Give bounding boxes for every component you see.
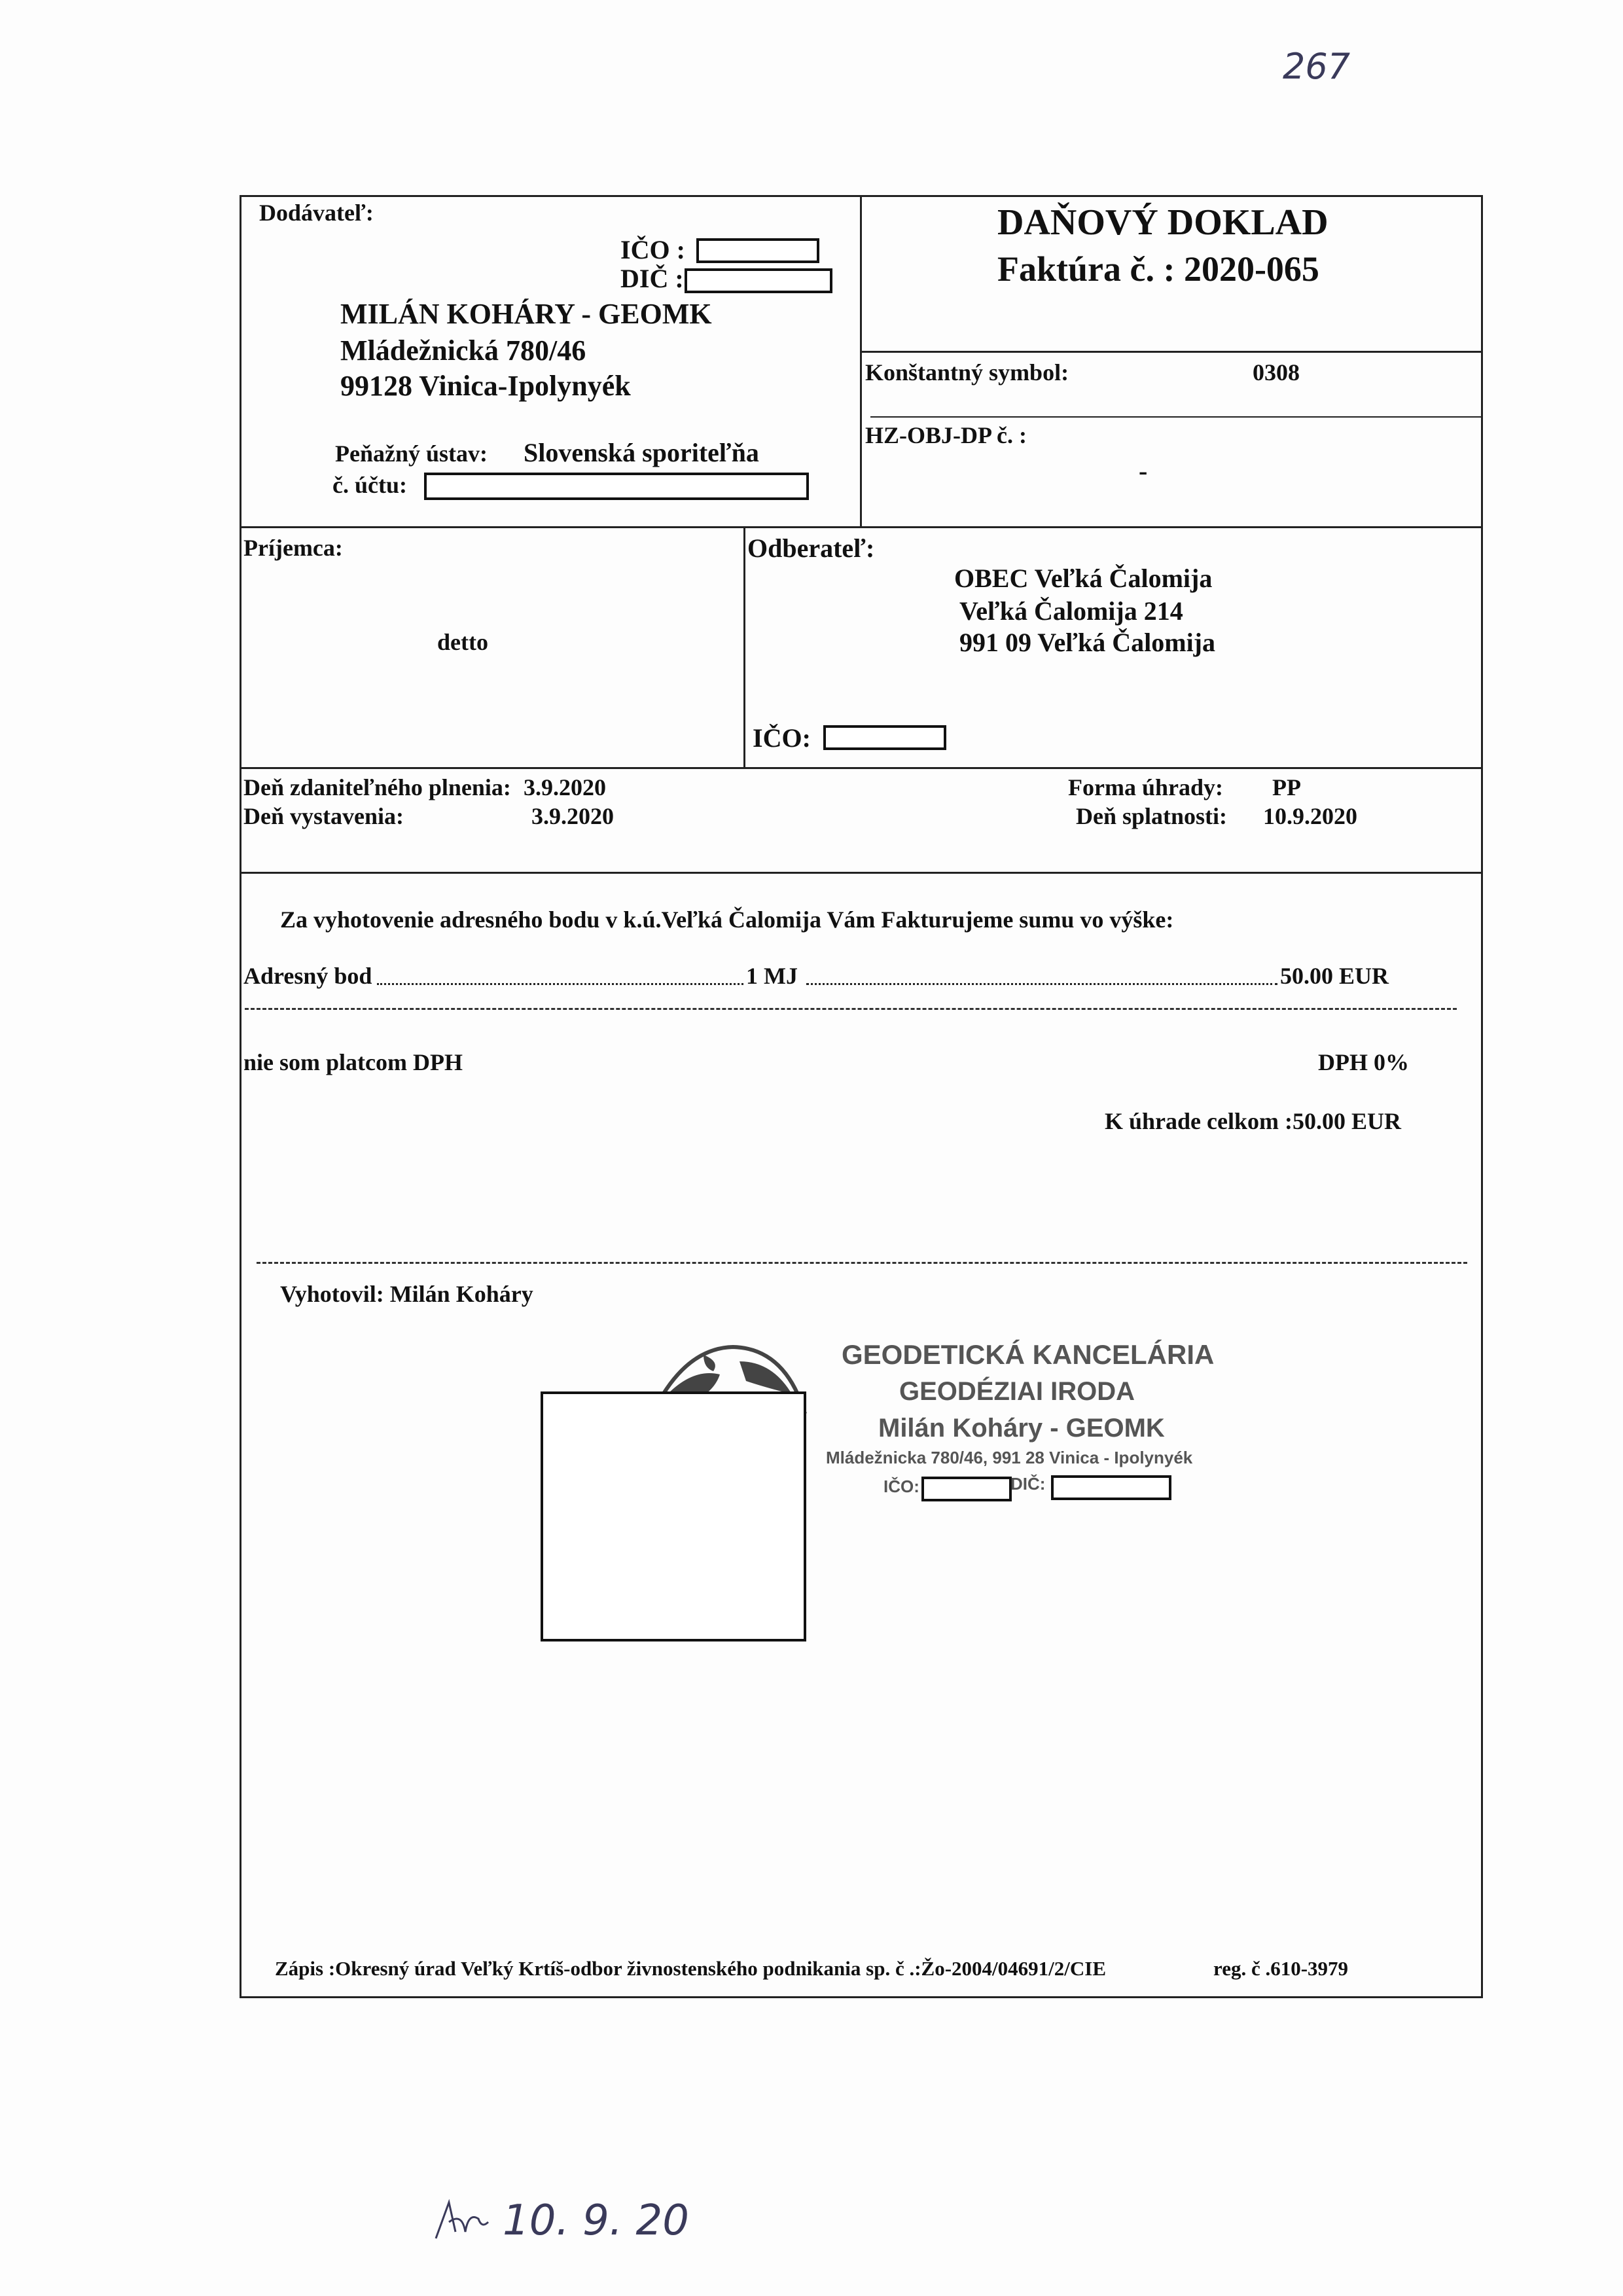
issue-date-value: 3.9.2020 [531,803,614,829]
payment-form-label: Forma úhrady: [1068,774,1223,800]
bank-label: Peňažný ústav: [335,440,488,467]
customer-ico-label: IČO: [753,723,811,753]
divider-item-dotted [245,1008,1457,1010]
footer-registry: Zápis :Okresný úrad Veľký Krtíš-odbor živnostenského podnikania sp. č .:Žo-2004/04691/2/CIE [275,1957,1107,1980]
stamp-ico-label: IČO: [883,1477,919,1496]
item-qty: 1 MJ [746,963,798,989]
customer-label: Odberateľ: [747,533,875,563]
divider-title-bottom [860,351,1483,353]
customer-ico-redacted [823,725,946,750]
total-amount: K úhrade celkom :50.00 EUR [1105,1108,1401,1134]
due-date-value: 10.9.2020 [1263,803,1357,829]
supplier-city: 99128 Vinica-Ipolynyék [340,370,631,402]
handwritten-initials-icon [429,2193,495,2245]
customer-street: Veľká Čalomija 214 [959,596,1183,626]
supplier-street: Mládežnická 780/46 [340,334,586,367]
supplier-dic-redacted [685,268,832,293]
supplier-ico-label: IČO : [620,235,685,264]
due-date-label: Deň splatnosti: [1076,803,1228,829]
invoice-number: Faktúra č. : 2020-065 [997,249,1319,289]
supplier-ico-redacted [696,238,819,263]
invoice-intro: Za vyhotovenie adresného bodu v k.ú.Veľká Čalomija Vám Fakturujeme sumu vo výške: [280,906,1174,933]
order-label: HZ-OBJ-DP č. : [865,422,1027,448]
const-symbol-value: 0308 [1253,359,1300,386]
stamp-line-2: GEODÉZIAI IRODA [899,1377,1135,1406]
signature-redacted [541,1391,806,1641]
frame-right [1481,195,1483,1998]
divider-header-bottom [240,526,1483,528]
account-redacted [424,473,809,500]
customer-name: OBEC Veľká Čalomija [954,564,1213,593]
stamp-dic-label: DIČ: [1010,1474,1046,1494]
order-value: - [1139,456,1148,486]
item-leader-1 [377,983,743,985]
frame-left [240,195,241,1998]
supplier-name: MILÁN KOHÁRY - GEOMK [340,298,712,330]
account-label: č. účtu: [332,472,407,498]
customer-city: 991 09 Veľká Čalomija [959,628,1215,657]
stamp-line-1: GEODETICKÁ KANCELÁRIA [842,1339,1215,1370]
issuer-label: Vyhotovil: Milán Koháry [280,1281,533,1307]
page-number-handwritten: 267 [1283,46,1351,87]
stamp-ico-redacted [921,1477,1012,1501]
tax-date-value: 3.9.2020 [524,774,606,800]
tax-date-label: Deň zdaniteľného plnenia: [243,774,511,800]
stamp-line-3: Milán Koháry - GEOMK [878,1414,1165,1443]
payment-form-value: PP [1272,774,1301,800]
recipient-label: Príjemca: [243,535,343,561]
supplier-dic-label: DIČ : [620,264,684,293]
handwritten-date: 10. 9. 20 [503,2197,689,2245]
divider-dates-bottom [240,872,1483,874]
item-name: Adresný bod [243,963,372,989]
footer-reg-no: reg. č .610-3979 [1213,1957,1349,1980]
recipient-value: detto [437,629,488,655]
supplier-label: Dodávateľ: [259,200,374,226]
stamp-dic-redacted [1051,1475,1171,1500]
stamp-line-4: Mládežnicka 780/46, 991 28 Vinica - Ipolynyék [826,1448,1193,1467]
issue-date-label: Deň vystavenia: [243,803,404,829]
divider-parties-bottom [240,767,1483,769]
vat-rate: DPH 0% [1318,1049,1409,1075]
item-leader-2 [806,983,1277,985]
frame-bottom [240,1996,1483,1998]
divider-const-symbol [870,416,1483,418]
vat-note: nie som platcom DPH [243,1049,463,1075]
bank-name: Slovenská sporiteľňa [524,438,759,467]
doc-title: DAŇOVÝ DOKLAD [997,202,1329,243]
divider-header-vertical [860,195,862,528]
const-symbol-label: Konštantný symbol: [865,359,1069,386]
divider-recipient-vertical [743,526,745,767]
divider-signature-dotted [257,1262,1467,1264]
item-price: 50.00 EUR [1280,963,1389,989]
